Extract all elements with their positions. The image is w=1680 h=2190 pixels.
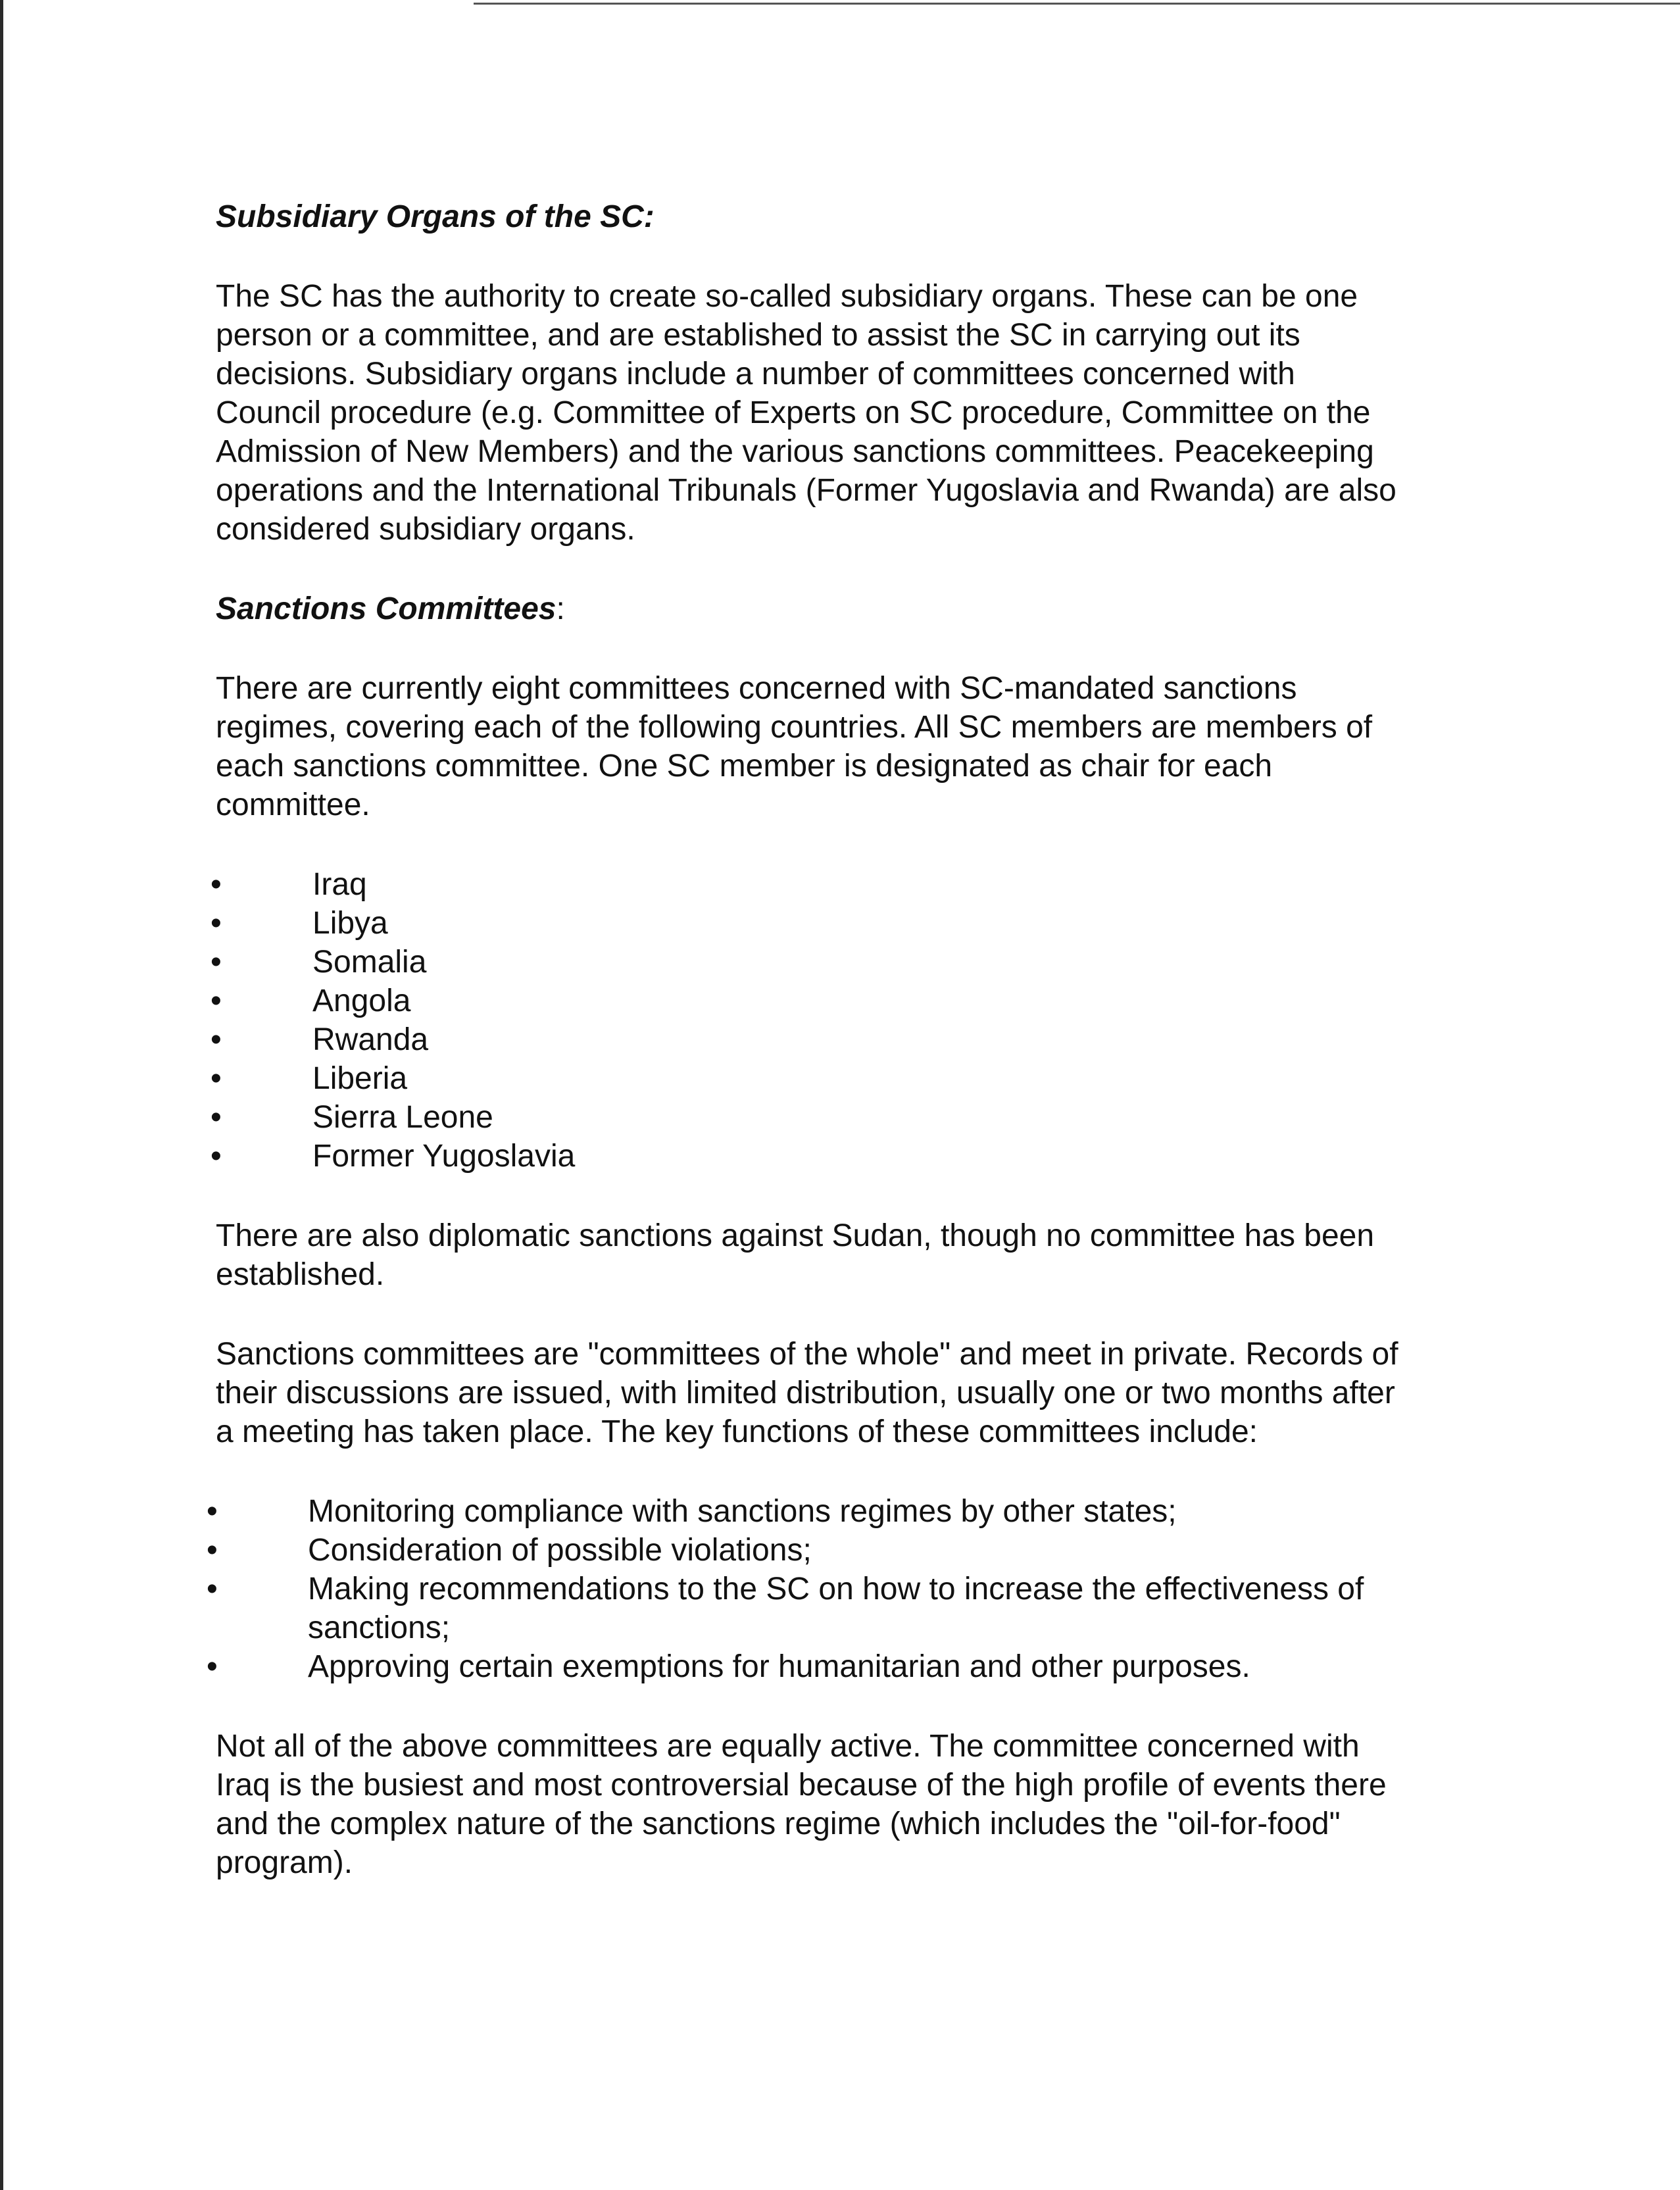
subsidiary-organs-paragraph: The SC has the authority to create so-called subsidiary organs. These can be one person or a committee, and are established to assist the SC in carrying out its decisions. Subsidiary organs include a number of committees concerned with Council procedure (e.g. Committee of Experts on SC procedure, Committee on the Admission of New Members) and the various sanctions committees. Peacekeeping operations and the International Tribunals (Former Yugoslavia and Rwanda) are also considered subsidiary organs. bbox=[216, 279, 1396, 547]
country-item bbox=[204, 1059, 1519, 1098]
country-item-text: Former Yugoslavia bbox=[312, 1139, 576, 1174]
bullet-mark: • bbox=[207, 1533, 218, 1568]
bullet-mark: • bbox=[210, 1022, 222, 1057]
country-item-text: Somalia bbox=[312, 945, 427, 980]
sanctions-committees-heading bbox=[216, 589, 1519, 628]
function-item bbox=[204, 1647, 1492, 1686]
country-item bbox=[204, 943, 1519, 982]
bullet-mark: • bbox=[210, 867, 222, 902]
function-item-text: Making recommendations to the SC on how to increase the effectiveness of sanctions; bbox=[308, 1572, 1364, 1645]
bullet-mark: • bbox=[207, 1572, 218, 1606]
function-item bbox=[204, 1492, 1492, 1531]
functions-list bbox=[204, 1492, 1519, 1686]
function-item-text: Monitoring compliance with sanctions regimes by other states; bbox=[308, 1494, 1177, 1529]
country-list bbox=[204, 865, 1519, 1176]
bullet-mark: • bbox=[210, 906, 222, 941]
bullet-mark: • bbox=[210, 945, 222, 980]
country-item bbox=[204, 1098, 1519, 1137]
scan-top-edge bbox=[474, 3, 1680, 5]
function-item-text: Approving certain exemptions for humanitarian and other purposes. bbox=[308, 1649, 1250, 1684]
sanctions-committees-heading-text: Sanctions Committees bbox=[216, 591, 556, 626]
country-item bbox=[204, 1020, 1519, 1059]
bullet-mark: • bbox=[210, 1139, 222, 1174]
closing-paragraph: Not all of the above committees are equally active. The committee concerned with Iraq is the busiest and most controversial because of the high profile of events there and the complex nature of the sanctions regime (which includes the "oil-for-food" program). bbox=[216, 1729, 1387, 1880]
bullet-mark: • bbox=[210, 1061, 222, 1096]
sudan-note-paragraph: There are also diplomatic sanctions against Sudan, though no committee has been established. bbox=[216, 1218, 1375, 1292]
function-item-text: Consideration of possible violations; bbox=[308, 1533, 812, 1568]
bullet-mark: • bbox=[207, 1494, 218, 1529]
bullet-mark: • bbox=[210, 1100, 222, 1135]
country-item-text: Rwanda bbox=[312, 1022, 429, 1057]
sanctions-intro-paragraph: There are currently eight committees concerned with SC-mandated sanctions regimes, covering each of the following countries. All SC members are members of each sanctions committee. One SC member is designated as chair for each committee. bbox=[216, 671, 1373, 822]
country-item bbox=[204, 1137, 1519, 1176]
scan-left-edge bbox=[0, 0, 3, 2190]
country-item bbox=[204, 904, 1519, 943]
country-item bbox=[204, 865, 1519, 904]
country-item-text: Angola bbox=[312, 983, 411, 1018]
function-item bbox=[204, 1570, 1492, 1647]
sanctions-committees-heading-colon: : bbox=[556, 591, 565, 626]
committees-of-whole-paragraph: Sanctions committees are "committees of the whole" and meet in private. Records of their discussions are issued, with limited distribution, usually one or two months after a meeting has taken place. The key functions of these committees include: bbox=[216, 1337, 1398, 1449]
country-item-text: Libya bbox=[312, 906, 388, 941]
country-item-text: Liberia bbox=[312, 1061, 408, 1096]
function-item bbox=[204, 1531, 1492, 1570]
document-page bbox=[204, 197, 1519, 1923]
country-item-text: Sierra Leone bbox=[312, 1100, 493, 1135]
bullet-mark: • bbox=[210, 983, 222, 1018]
subsidiary-organs-heading: Subsidiary Organs of the SC: bbox=[216, 199, 655, 234]
bullet-mark: • bbox=[207, 1649, 218, 1684]
country-item bbox=[204, 982, 1519, 1020]
country-item-text: Iraq bbox=[312, 867, 367, 902]
